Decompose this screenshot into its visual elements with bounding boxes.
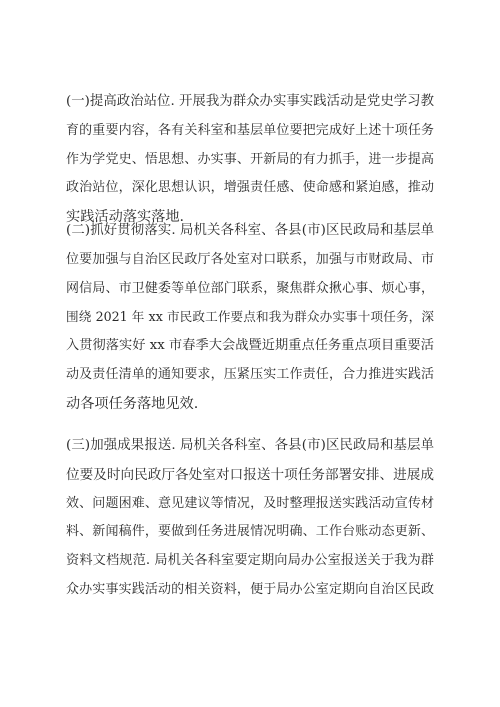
paragraph-strengthen-reporting (66, 432, 434, 605)
paragraph-line: 众办实事实践活动的相关资料，便于局办公室定期向自治区民政 (66, 581, 434, 597)
paragraph-line: 位要加强与自治区民政厅各处室对口联系，加强与市财政局、市 (66, 251, 434, 267)
paragraph-line: 围绕 2021 年 xx 市民政工作要点和我为群众办实事十项任务，深 (66, 309, 434, 325)
paragraph-line: 资料文档规范. 局机关各科室要定期向局办公室报送关于我为群 (66, 553, 434, 569)
paragraph-line: 位要及时向民政厅各处室对口报送十项任务部署安排、进展成 (66, 466, 434, 483)
paragraph-line: 网信局、市卫健委等单位部门联系，聚焦群众揪心事、烦心事， (66, 280, 434, 296)
paragraph-line: 实践活动落实落地. (66, 209, 185, 226)
paragraph-line: 效、问题困难、意见建议等情况，及时整理报送实践活动宣传材 (66, 495, 434, 511)
paragraph-line: (一)提高政治站位. 开展我为群众办实事实践活动是党史学习教 (66, 94, 434, 109)
paragraph-line: (三)加强成果报送. 局机关各科室、各县(市)区民政局和基层单 (66, 438, 434, 453)
paragraph-line: 动及责任清单的通知要求，压紧压实工作责任，合力推进实践活 (66, 366, 434, 382)
paragraph-line: 料、新闻稿件，要做到任务进展情况明确、工作台账动态更新、 (66, 524, 434, 540)
paragraph-line: 育的重要内容，各有关科室和基层单位要把完成好上述十项任务 (66, 122, 434, 138)
paragraph-line: 作为学党史、悟思想、办实事、开新局的有力抓手，进一步提高 (66, 151, 434, 167)
paragraph-line: (二)抓好贯彻落实. 局机关各科室、各县(市)区民政局和基层单 (66, 223, 434, 238)
paragraph-line: 政治站位，深化思想认识，增强责任感、使命感和紧迫感，推动 (66, 180, 434, 196)
paragraph-line: 入贯彻落实好 xx 市春季大会战暨近期重点任务重点项目重要活 (66, 338, 434, 354)
paragraph-raise-political-stance (66, 88, 434, 232)
paragraph-implement-thoroughly (66, 217, 434, 419)
paragraph-line: 动各项任务落地见效. (66, 395, 199, 412)
